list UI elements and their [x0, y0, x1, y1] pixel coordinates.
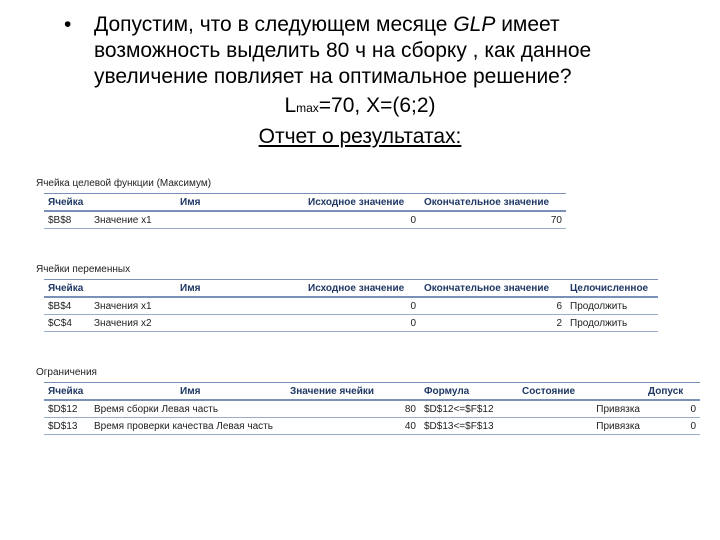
lmax-result: Lmax=70, X=(6;2)	[284, 94, 436, 117]
table-row: $B$8 Значение х1 0 70	[44, 211, 566, 229]
table-header-row	[44, 194, 566, 212]
col-header-value: Значение ячейки	[286, 383, 420, 401]
variables-table-wrap	[44, 279, 658, 332]
col-header-initial: Исходное значение	[304, 280, 420, 298]
variables-section-title: Ячейки переменных	[36, 264, 131, 275]
constraints-table	[44, 382, 700, 435]
col-header-cell: Ячейка	[44, 383, 90, 401]
table-header-row	[44, 280, 658, 298]
objective-section-title: Ячейка целевой функции (Максимум)	[36, 178, 212, 189]
col-header-cell: Ячейка	[44, 280, 90, 298]
table-row: $C$4 Значения х2 0 2 Продолжить	[44, 315, 658, 332]
col-header-slack: Допуск	[644, 383, 700, 401]
table-row: $D$12 Время сборки Левая часть 80 $D$12<=$F$12 Привязка 0	[44, 400, 700, 418]
question-line-2: возможность выделить 80 ч на сборку , как данное	[94, 39, 592, 62]
col-header-cell: Ячейка	[44, 194, 90, 212]
col-header-status: Состояние	[518, 383, 644, 401]
col-header-formula: Формула	[420, 383, 518, 401]
report-title: Отчет о результатах:	[258, 125, 462, 148]
table-row: $D$13 Время проверки качества Левая часть 40 $D$13<=$F$13 Привязка 0	[44, 418, 700, 435]
objective-table-wrap	[44, 193, 566, 229]
question-text	[64, 12, 684, 90]
variables-table	[44, 279, 658, 332]
bullet-icon: •	[64, 13, 72, 36]
constraints-table-wrap	[44, 382, 700, 435]
question-line-3: увеличение повлияет на оптимальное решение?	[94, 65, 572, 88]
col-header-final: Окончательное значение	[420, 280, 566, 298]
col-header-initial: Исходное значение	[304, 194, 420, 212]
col-header-integer: Целочисленное	[566, 280, 658, 298]
col-header-final: Окончательное значение	[420, 194, 566, 212]
question-line-1: Допустим, что в следующем месяце GLP имеет	[94, 13, 560, 36]
constraints-section-title: Ограничения	[36, 367, 97, 378]
col-header-name: Имя	[90, 194, 304, 212]
table-header-row	[44, 383, 700, 401]
table-row: $B$4 Значения х1 0 6 Продолжить	[44, 297, 658, 315]
objective-table	[44, 193, 566, 229]
col-header-name: Имя	[90, 280, 304, 298]
col-header-name: Имя	[90, 383, 286, 401]
